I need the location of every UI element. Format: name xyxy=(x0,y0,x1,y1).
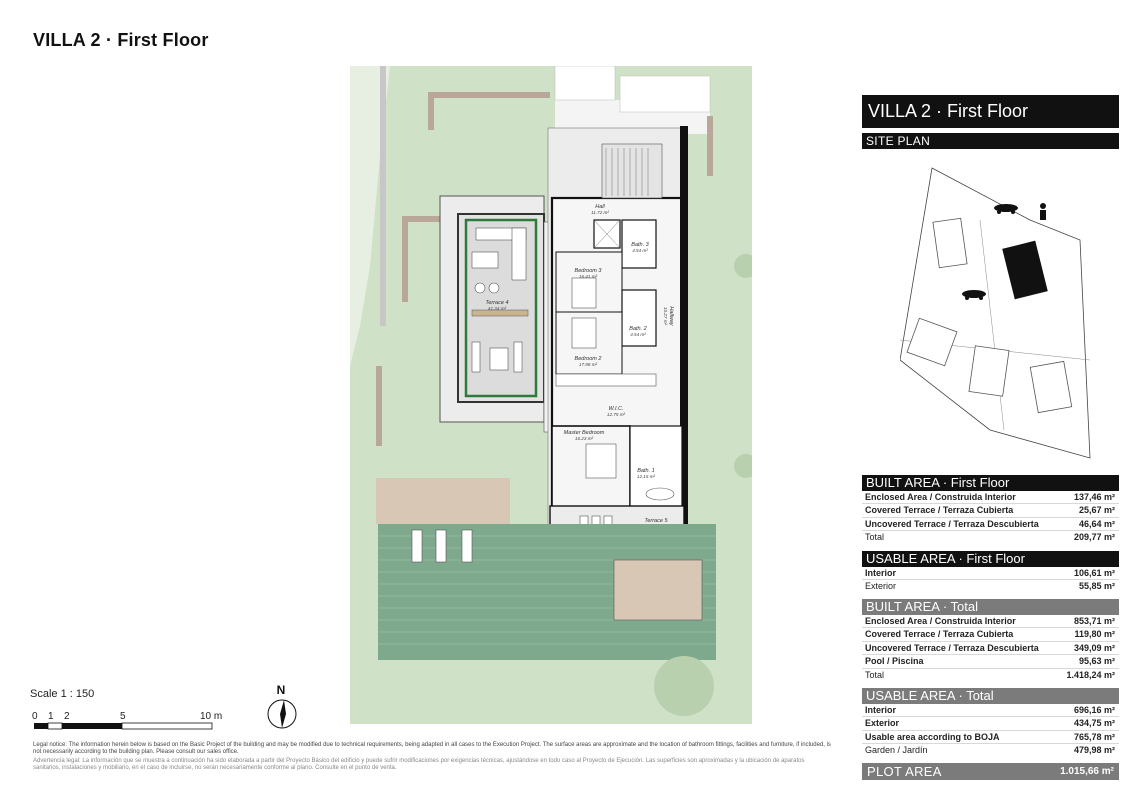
table-title: USABLE AREA · Total xyxy=(862,688,1119,704)
bath1-label: Bath. 1 xyxy=(637,468,655,474)
plot-outline xyxy=(900,168,1090,458)
bath2-label: Bath. 2 xyxy=(629,326,647,332)
table-built-first xyxy=(862,475,1119,545)
svg-text:1: 1 xyxy=(48,711,54,722)
scale-label: Scale 1 : 150 xyxy=(30,688,95,700)
table-row: Uncovered Terrace / Terraza Descubierta 46,64 m² xyxy=(862,518,1119,531)
table-row: Garden / Jardín 479,98 m² xyxy=(865,745,1115,756)
master-label: Master Bedroom xyxy=(563,430,605,436)
legal-notice-es: Advertencia legal: La información que se muestra a continuación ha sido elaborada a partir del Proyecto Básico del edificio y puede sufrir modificaciones por exigencias técnicas, ajustándose en todo caso al Proyecto de Ejecución. Las superficies son aproximadas y la ubicación de aparatos sanitarios, instalaciones y mobiliario, en el caso de incluirse, no serán necesariamente conforme al plano. Consulte en el punto de venta. xyxy=(33,757,805,772)
hall-label: Hall xyxy=(595,204,605,210)
master-area: 16.23 m² xyxy=(574,436,594,441)
table-row: Exterior 434,75 m² xyxy=(862,717,1119,730)
table-row: Enclosed Area / Construida Interior 853,71 m² xyxy=(862,615,1119,628)
svg-text:5: 5 xyxy=(120,711,126,722)
scale-bar xyxy=(28,706,238,738)
bedroom3-label: Bedroom 3 xyxy=(574,268,602,274)
table-row: Usable area according to BOJA 765,78 m² xyxy=(862,731,1119,744)
north-arrow-icon xyxy=(262,682,302,732)
legal-notice xyxy=(33,742,833,773)
table-row: Interior 696,16 m² xyxy=(862,704,1119,717)
wic-label: W.I.C. xyxy=(608,406,624,412)
bedroom3-area: 16.41 m² xyxy=(578,274,598,279)
table-row: Covered Terrace / Terraza Cubierta 25,67 m² xyxy=(862,504,1119,517)
table-row: Uncovered Terrace / Terraza Descubierta 349,09 m² xyxy=(862,642,1119,655)
hallway-area: 10.27 m² xyxy=(663,306,668,326)
plot-area-label: PLOT AREA xyxy=(867,764,942,779)
terrace5-label: Terrace 5 xyxy=(644,518,668,524)
bath3-label: Bath. 3 xyxy=(631,242,649,248)
table-row: Covered Terrace / Terraza Cubierta 119,80 m² xyxy=(862,628,1119,641)
terrace4-area: 41.34 m² xyxy=(487,306,507,311)
table-title: BUILT AREA · Total xyxy=(862,599,1119,615)
table-row-total: Total 1.418,24 m² xyxy=(865,669,1115,680)
bedroom2-area: 17.98 m² xyxy=(578,362,598,367)
table-usable-first xyxy=(862,551,1119,594)
person-icon xyxy=(1040,203,1046,220)
panel-subtitle: SITE PLAN xyxy=(862,133,1119,149)
site-plan-map xyxy=(900,160,1092,460)
panel-title: VILLA 2 · First Floor xyxy=(862,95,1119,128)
floor-plan xyxy=(350,66,752,724)
bath3-area: 4.54 m² xyxy=(632,248,648,253)
hall-area: 11.72 m² xyxy=(591,210,609,215)
svg-text:N: N xyxy=(276,683,286,697)
plot-area-bar xyxy=(862,763,1119,780)
table-row: Exterior 55,85 m² xyxy=(865,581,1115,592)
table-built-total xyxy=(862,599,1119,682)
table-row: Interior 106,61 m² xyxy=(862,567,1119,580)
svg-text:2: 2 xyxy=(64,711,70,722)
svg-text:10 m: 10 m xyxy=(200,711,223,722)
hallway-label: Hallway xyxy=(668,306,674,326)
page-title: VILLA 2 · First Floor xyxy=(33,30,209,50)
wic-area: 12.75 m² xyxy=(606,412,626,417)
table-usable-total xyxy=(862,688,1119,758)
table-title: USABLE AREA · First Floor xyxy=(862,551,1119,567)
bath2-area: 4.54 m² xyxy=(630,332,646,337)
terrace4-label: Terrace 4 xyxy=(485,300,509,306)
bath1-area: 12.15 m² xyxy=(636,474,656,479)
bedroom2-label: Bedroom 2 xyxy=(574,356,602,362)
table-row: Pool / Piscina 95,63 m² xyxy=(862,655,1119,668)
info-panel xyxy=(862,95,1119,149)
legal-notice-en: Legal notice: The information herein below is based on the Basic Project of the building and may be modified due to technical requirements, being adapted in all cases to the Execution Project. The surface areas are approximate and the location of bathroom fittings, facilities and furniture, if included, is not necessarily according to the building plan. Please consult our sales office. xyxy=(33,742,831,756)
table-title: BUILT AREA · First Floor xyxy=(862,475,1119,491)
table-row: Enclosed Area / Construida Interior 137,46 m² xyxy=(862,491,1119,504)
plot-area-value: 1.015,66 m² xyxy=(1060,766,1114,777)
table-row-total: Total 209,77 m² xyxy=(865,532,1115,543)
svg-text:0: 0 xyxy=(32,711,38,722)
